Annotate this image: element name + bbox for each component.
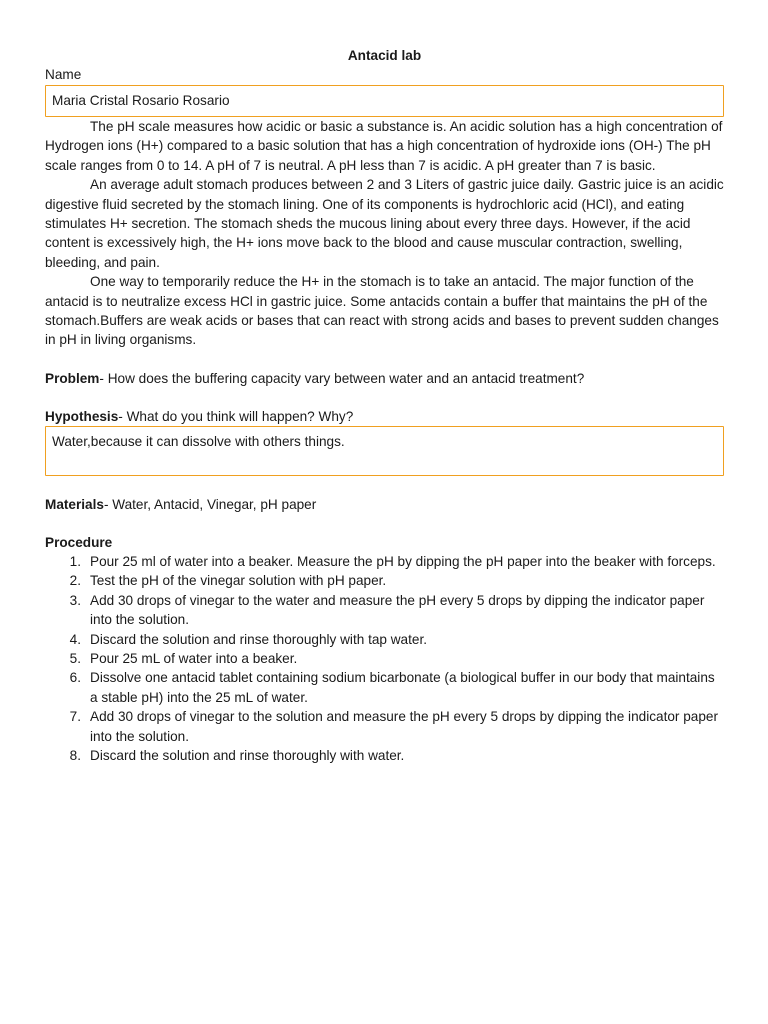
procedure-step-text: Discard the solution and rinse thoroughly with water. xyxy=(90,747,405,763)
procedure-step-text: Pour 25 mL of water into a beaker. xyxy=(90,650,298,666)
problem-label: Problem xyxy=(45,370,100,386)
procedure-step: 1. Pour 25 ml of water into a beaker. Measure the pH by dipping the pH paper into the beaker with forceps. xyxy=(69,553,716,569)
procedure-step-text: Add 30 drops of vinegar to the solution and measure the pH every 5 drops by dipping the indicator paper into the solution. xyxy=(90,709,718,744)
procedure-step-text: Dissolve one antacid tablet containing sodium bicarbonate (a biological buffer in our body that maintains a stable pH) into the 25 mL of water. xyxy=(90,670,715,705)
procedure-step: 6. Dissolve one antacid tablet containing sodium bicarbonate (a biological buffer in our body that maintains a stable pH) into the 25 mL of water. xyxy=(69,670,715,705)
intro-paragraph-3: One way to temporarily reduce the H+ in the stomach is to take an antacid. The major function of the antacid is to neutralize excess HCl in gastric juice. Some antacids contain a buffer that maintains the pH of the stomach.Buffers are weak acids or bases that can react with strong acids and bases to prevent sudden changes in pH in living organisms. xyxy=(45,274,719,348)
materials-text: - Water, Antacid, Vinegar, pH paper xyxy=(103,496,317,512)
document-page xyxy=(45,46,724,765)
intro-paragraph-1: The pH scale measures how acidic or basic a substance is. An acidic solution has a high concentration of Hydrogen ions (H+) compared to a basic solution that has a high concentration of hydroxide ions (OH-) The pH scale ranges from 0 to 14. A pH of 7 is neutral. A pH less than 7 is acidic. A pH greater than 7 is basic. xyxy=(45,119,723,173)
materials-label: Materials xyxy=(45,496,104,512)
procedure-step: 5. Pour 25 mL of water into a beaker. xyxy=(69,650,298,666)
intro-paragraph-2: An average adult stomach produces between 2 and 3 Liters of gastric juice daily. Gastric juice is an acidic digestive fluid secreted by the stomach lining. One of its components is hydrochloric acid (HCl), and eating stimulates H+ secretion. The stomach sheds the mucous lining about every three days. However, if the acid content is excessively high, the H+ ions move back to the blood and cause muscular contraction, swelling, bleeding, and pain. xyxy=(45,177,724,270)
procedure-step-text: Test the pH of the vinegar solution with pH paper. xyxy=(90,573,387,589)
problem-line xyxy=(45,369,724,388)
procedure-step: 8. Discard the solution and rinse thoroughly with water. xyxy=(69,747,405,763)
hypothesis-text: - What do you think will happen? Why? xyxy=(118,408,354,424)
document-title: Antacid lab xyxy=(347,48,422,63)
spacer xyxy=(45,514,724,533)
name-field[interactable]: Maria Cristal Rosario Rosario xyxy=(45,85,724,117)
procedure-step: 3. Add 30 drops of vinegar to the water and measure the pH every 5 drops by dipping the indicator paper into the solution. xyxy=(69,592,705,628)
hypothesis-answer-field[interactable]: Water,because it can dissolve with others things. xyxy=(45,426,724,476)
spacer xyxy=(45,476,724,495)
name-label: Name xyxy=(45,67,82,82)
procedure-step-text: Discard the solution and rinse thoroughly with tap water. xyxy=(90,631,428,647)
procedure-heading xyxy=(45,533,724,552)
procedure-step: 7. Add 30 drops of vinegar to the solution and measure the pH every 5 drops by dipping the indicator paper into the solution. xyxy=(69,709,718,744)
procedure-step-text: Add 30 drops of vinegar to the water and measure the pH every 5 drops by dipping the indicator paper into the solution. xyxy=(90,592,705,628)
procedure-step: 2. Test the pH of the vinegar solution with pH paper. xyxy=(69,573,387,589)
hypothesis-line xyxy=(45,407,724,426)
spacer xyxy=(45,350,724,369)
problem-text: - How does the buffering capacity vary between water and an antacid treatment? xyxy=(99,370,585,386)
hypothesis-label: Hypothesis xyxy=(45,408,119,424)
procedure-step: 4. Discard the solution and rinse thoroughly with tap water. xyxy=(69,631,428,647)
materials-line xyxy=(45,495,724,514)
procedure-step-text: Pour 25 ml of water into a beaker. Measure the pH by dipping the pH paper into the beaker with forceps. xyxy=(90,553,716,569)
procedure-list xyxy=(45,552,724,765)
spacer xyxy=(45,388,724,407)
procedure-label: Procedure xyxy=(45,534,113,550)
